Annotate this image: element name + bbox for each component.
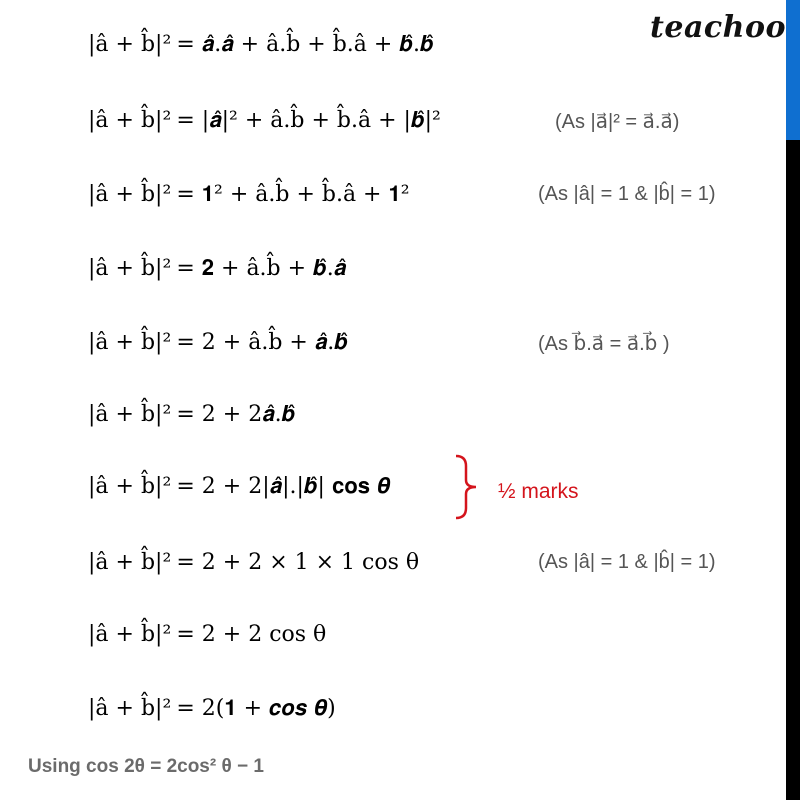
- equation-rhs: = 𝟐 + â.b̂ + 𝒃̂.𝒂̂: [176, 255, 347, 281]
- equation-note: (As |â| = 1 & |b̂| = 1): [538, 183, 716, 205]
- equation-line-8: [88, 542, 419, 582]
- equation-rhs: = 𝒂̂.𝒂̂ + â.b̂ + b̂.â + 𝒃̂.𝒃̂: [176, 31, 434, 57]
- equation-lhs: |â + b̂|²: [88, 329, 172, 355]
- equation-rhs: = 2(𝟏 + 𝒄𝒐𝒔 𝜽): [176, 695, 336, 721]
- equation-line-7: [88, 466, 390, 506]
- equation-lhs: |â + b̂|²: [88, 401, 172, 427]
- equation-note: (As b⃗.a⃗ = a⃗.b⃗ ): [538, 333, 670, 355]
- equation-lhs: |â + b̂|²: [88, 107, 172, 133]
- equation-lhs: |â + b̂|²: [88, 695, 172, 721]
- equation-line-1: [88, 24, 434, 64]
- right-edge-blue-bar: [786, 0, 800, 140]
- curly-brace-icon: [452, 452, 482, 522]
- right-edge-dark-bar: [786, 140, 800, 800]
- equation-note: (As |â| = 1 & |b̂| = 1): [538, 551, 716, 573]
- equation-line-10: [88, 688, 336, 728]
- equation-line-9: [88, 614, 326, 654]
- equation-lhs: |â + b̂|²: [88, 473, 172, 499]
- half-marks-label: ½ marks: [498, 480, 579, 503]
- equation-rhs: = 𝟏² + â.b̂ + b̂.â + 𝟏²: [176, 181, 410, 207]
- equation-line-2: [88, 100, 441, 140]
- equation-line-4: [88, 248, 346, 288]
- equation-lhs: |â + b̂|²: [88, 621, 172, 647]
- equation-lhs: |â + b̂|²: [88, 549, 172, 575]
- equation-line-5: [88, 322, 348, 362]
- equation-rhs: = 2 + 2 × 1 × 1 cos θ: [176, 549, 420, 575]
- equation-rhs: = 2 + 2𝒂̂.𝒃̂: [176, 401, 296, 427]
- equation-note: (As |a⃗|² = a⃗.a⃗): [555, 111, 680, 133]
- teachoo-logo: teachoo: [650, 10, 786, 45]
- footer-identity-note: Using cos 2θ = 2cos² θ − 1: [28, 756, 264, 777]
- equation-lhs: |â + b̂|²: [88, 181, 172, 207]
- equation-lhs: |â + b̂|²: [88, 255, 172, 281]
- equation-line-3: [88, 174, 410, 214]
- equation-rhs: = 2 + 2|𝒂̂|.|𝒃̂| 𝐜𝐨𝐬 𝜽: [176, 473, 391, 499]
- equation-rhs: = 2 + 2 cos θ: [176, 621, 327, 647]
- equation-line-6: [88, 394, 295, 434]
- equation-rhs: = 2 + â.b̂ + 𝒂̂.𝒃̂: [176, 329, 348, 355]
- equation-rhs: = |𝒂̂|² + â.b̂ + b̂.â + |𝒃̂|²: [176, 107, 441, 133]
- equation-lhs: |â + b̂|²: [88, 31, 172, 57]
